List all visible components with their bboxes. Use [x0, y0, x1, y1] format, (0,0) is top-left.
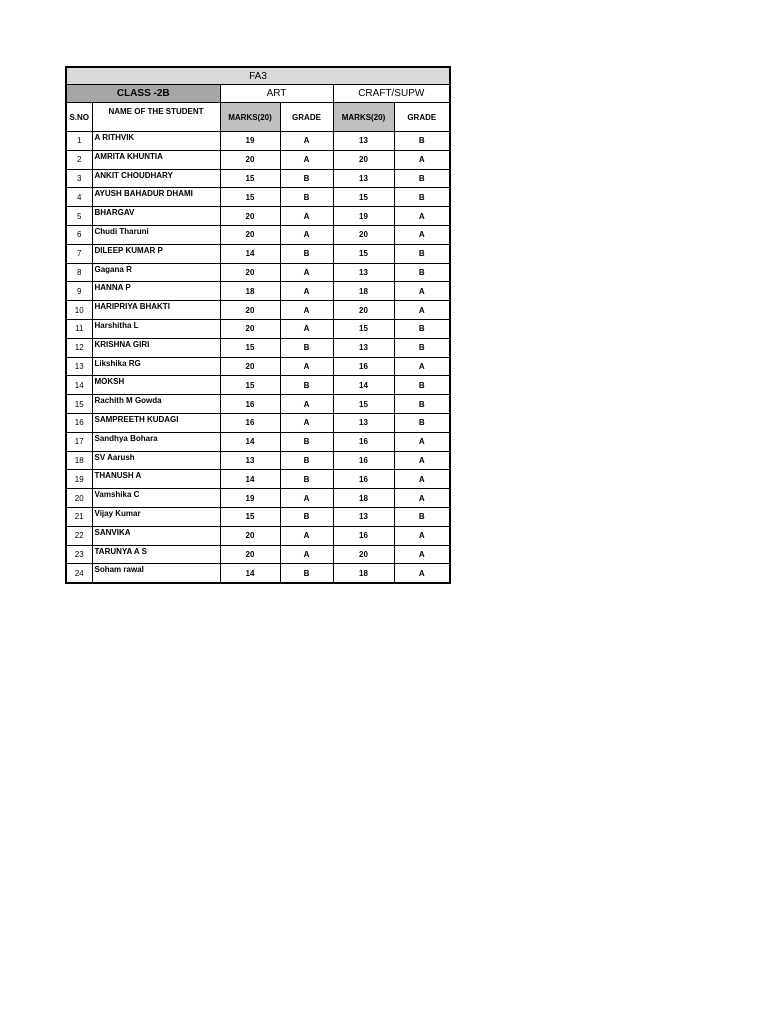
craft-grade-cell: B [394, 338, 450, 357]
art-marks-cell: 15 [220, 169, 280, 188]
student-name-cell: TARUNYA A S [92, 545, 220, 564]
art-marks-cell: 16 [220, 395, 280, 414]
table-row [66, 451, 450, 470]
craft-grade-cell: B [394, 188, 450, 207]
student-name-cell: Vijay Kumar [92, 507, 220, 526]
art-grade-cell: B [280, 244, 333, 263]
craft-grade-cell: A [394, 225, 450, 244]
art-grade-cell: B [280, 451, 333, 470]
student-name-cell: ANKIT CHOUDHARY [92, 169, 220, 188]
art-marks-cell: 15 [220, 338, 280, 357]
sno-cell: 16 [66, 413, 92, 432]
sno-cell: 13 [66, 357, 92, 376]
student-name-cell: Chudi Tharuni [92, 225, 220, 244]
art-marks-cell: 19 [220, 489, 280, 508]
craft-marks-cell: 19 [333, 207, 394, 226]
craft-marks-cell: 13 [333, 507, 394, 526]
student-name-cell: Sandhya Bohara [92, 432, 220, 451]
sno-cell: 12 [66, 338, 92, 357]
table-row [66, 545, 450, 564]
student-name-cell: HANNA P [92, 282, 220, 301]
art-marks-cell: 14 [220, 244, 280, 263]
sno-cell: 22 [66, 526, 92, 545]
student-name-cell: THANUSH A [92, 470, 220, 489]
sheet-title: FA3 [66, 67, 450, 85]
sno-cell: 10 [66, 301, 92, 320]
art-grade-cell: A [280, 207, 333, 226]
art-marks-cell: 13 [220, 451, 280, 470]
art-marks-cell: 15 [220, 376, 280, 395]
art-grade-cell: B [280, 376, 333, 395]
marks-table [65, 66, 451, 584]
sno-cell: 15 [66, 395, 92, 414]
art-grade-cell: A [280, 545, 333, 564]
craft-grade-cell: B [394, 395, 450, 414]
art-marks-cell: 15 [220, 507, 280, 526]
art-marks-cell: 20 [220, 263, 280, 282]
sno-cell: 8 [66, 263, 92, 282]
craft-marks-cell: 13 [333, 132, 394, 151]
student-name-cell: SV Aarush [92, 451, 220, 470]
sno-cell: 24 [66, 564, 92, 583]
craft-marks-cell: 15 [333, 319, 394, 338]
art-marks-cell: 19 [220, 132, 280, 151]
class-label: CLASS -2B [66, 85, 220, 103]
craft-marks-cell: 14 [333, 376, 394, 395]
art-marks-cell: 20 [220, 225, 280, 244]
art-grade-cell: B [280, 188, 333, 207]
craft-grade-cell: A [394, 207, 450, 226]
sno-cell: 23 [66, 545, 92, 564]
craft-marks-cell: 16 [333, 451, 394, 470]
table-row [66, 301, 450, 320]
art-grade-cell: B [280, 338, 333, 357]
craft-grade-cell: B [394, 507, 450, 526]
craft-marks-cell: 15 [333, 244, 394, 263]
table-row [66, 207, 450, 226]
craft-marks-cell: 16 [333, 526, 394, 545]
table-row [66, 282, 450, 301]
craft-grade-cell: A [394, 564, 450, 583]
sno-cell: 21 [66, 507, 92, 526]
table-row [66, 244, 450, 263]
table-row [66, 413, 450, 432]
art-marks-cell: 14 [220, 564, 280, 583]
sno-cell: 19 [66, 470, 92, 489]
craft-marks-cell: 18 [333, 564, 394, 583]
art-marks-cell: 20 [220, 545, 280, 564]
art-marks-cell: 15 [220, 188, 280, 207]
art-grade-cell: A [280, 395, 333, 414]
art-marks-cell: 20 [220, 301, 280, 320]
subject-row [66, 85, 450, 103]
student-name-header: NAME OF THE STUDENT [92, 103, 220, 132]
table-row [66, 263, 450, 282]
craft-marks-cell: 18 [333, 282, 394, 301]
craft-marks-cell: 20 [333, 301, 394, 320]
art-grade-cell: A [280, 413, 333, 432]
art-marks-cell: 14 [220, 432, 280, 451]
table-row [66, 357, 450, 376]
art-grade-cell: A [280, 489, 333, 508]
student-name-cell: SAMPREETH KUDAGI [92, 413, 220, 432]
craft-grade-cell: A [394, 432, 450, 451]
student-name-cell: Rachith M Gowda [92, 395, 220, 414]
student-name-cell: DILEEP KUMAR P [92, 244, 220, 263]
art-marks-cell: 18 [220, 282, 280, 301]
craft-grade-header: GRADE [394, 103, 450, 132]
title-row [66, 67, 450, 85]
art-marks-cell: 16 [220, 413, 280, 432]
student-name-cell: MOKSH [92, 376, 220, 395]
art-grade-cell: A [280, 225, 333, 244]
table-row [66, 338, 450, 357]
student-name-cell: BHARGAV [92, 207, 220, 226]
table-row [66, 564, 450, 583]
sno-cell: 20 [66, 489, 92, 508]
student-name-cell: KRISHNA GIRI [92, 338, 220, 357]
craft-marks-cell: 13 [333, 338, 394, 357]
art-grade-cell: A [280, 263, 333, 282]
art-marks-cell: 20 [220, 526, 280, 545]
craft-grade-cell: A [394, 357, 450, 376]
sno-cell: 5 [66, 207, 92, 226]
art-grade-cell: B [280, 169, 333, 188]
craft-grade-cell: A [394, 150, 450, 169]
sno-cell: 7 [66, 244, 92, 263]
art-grade-cell: B [280, 432, 333, 451]
craft-grade-cell: A [394, 470, 450, 489]
craft-marks-cell: 18 [333, 489, 394, 508]
art-grade-cell: A [280, 150, 333, 169]
art-grade-cell: A [280, 282, 333, 301]
craft-marks-cell: 16 [333, 470, 394, 489]
table-row [66, 489, 450, 508]
sno-cell: 3 [66, 169, 92, 188]
art-grade-cell: A [280, 319, 333, 338]
craft-grade-cell: A [394, 451, 450, 470]
student-name-cell: HARIPRIYA BHAKTI [92, 301, 220, 320]
table-row [66, 376, 450, 395]
student-name-cell: Likshika RG [92, 357, 220, 376]
table-row [66, 470, 450, 489]
art-marks-cell: 20 [220, 357, 280, 376]
table-row [66, 526, 450, 545]
craft-marks-cell: 13 [333, 263, 394, 282]
art-grade-cell: A [280, 357, 333, 376]
sno-cell: 17 [66, 432, 92, 451]
sno-cell: 6 [66, 225, 92, 244]
art-marks-cell: 20 [220, 319, 280, 338]
table-row [66, 169, 450, 188]
craft-marks-cell: 13 [333, 413, 394, 432]
craft-marks-cell: 15 [333, 395, 394, 414]
table-row [66, 395, 450, 414]
student-name-cell: AMRITA KHUNTIA [92, 150, 220, 169]
art-grade-cell: A [280, 526, 333, 545]
student-name-cell: AYUSH BAHADUR DHAMI [92, 188, 220, 207]
table-row [66, 432, 450, 451]
sno-header: S.NO [66, 103, 92, 132]
table-row [66, 319, 450, 338]
subject-craft-header: CRAFT/SUPW [333, 85, 450, 103]
craft-marks-cell: 16 [333, 432, 394, 451]
subject-art-header: ART [220, 85, 333, 103]
table-row [66, 507, 450, 526]
craft-grade-cell: B [394, 413, 450, 432]
craft-grade-cell: B [394, 376, 450, 395]
sno-cell: 11 [66, 319, 92, 338]
art-grade-cell: B [280, 564, 333, 583]
craft-marks-cell: 16 [333, 357, 394, 376]
student-name-cell: Harshitha L [92, 319, 220, 338]
craft-grade-cell: A [394, 526, 450, 545]
column-header-row [66, 103, 450, 132]
sno-cell: 18 [66, 451, 92, 470]
craft-grade-cell: A [394, 282, 450, 301]
craft-grade-cell: B [394, 263, 450, 282]
art-grade-cell: B [280, 470, 333, 489]
student-name-cell: Vamshika C [92, 489, 220, 508]
art-marks-cell: 20 [220, 207, 280, 226]
student-name-cell: A RITHVIK [92, 132, 220, 151]
art-grade-header: GRADE [280, 103, 333, 132]
craft-grade-cell: A [394, 301, 450, 320]
art-grade-cell: A [280, 132, 333, 151]
craft-marks-header: MARKS(20) [333, 103, 394, 132]
craft-grade-cell: B [394, 319, 450, 338]
craft-marks-cell: 20 [333, 225, 394, 244]
art-marks-cell: 14 [220, 470, 280, 489]
art-grade-cell: B [280, 507, 333, 526]
sno-cell: 9 [66, 282, 92, 301]
table-row [66, 150, 450, 169]
table-row [66, 132, 450, 151]
table-row [66, 225, 450, 244]
student-name-cell: Soham rawal [92, 564, 220, 583]
art-grade-cell: A [280, 301, 333, 320]
craft-marks-cell: 15 [333, 188, 394, 207]
sno-cell: 14 [66, 376, 92, 395]
craft-grade-cell: A [394, 489, 450, 508]
table-row [66, 188, 450, 207]
craft-marks-cell: 20 [333, 150, 394, 169]
student-name-cell: SANVIKA [92, 526, 220, 545]
craft-marks-cell: 20 [333, 545, 394, 564]
craft-marks-cell: 13 [333, 169, 394, 188]
craft-grade-cell: A [394, 545, 450, 564]
craft-grade-cell: B [394, 132, 450, 151]
sno-cell: 2 [66, 150, 92, 169]
student-name-cell: Gagana R [92, 263, 220, 282]
art-marks-cell: 20 [220, 150, 280, 169]
craft-grade-cell: B [394, 244, 450, 263]
sno-cell: 1 [66, 132, 92, 151]
art-marks-header: MARKS(20) [220, 103, 280, 132]
craft-grade-cell: B [394, 169, 450, 188]
sno-cell: 4 [66, 188, 92, 207]
